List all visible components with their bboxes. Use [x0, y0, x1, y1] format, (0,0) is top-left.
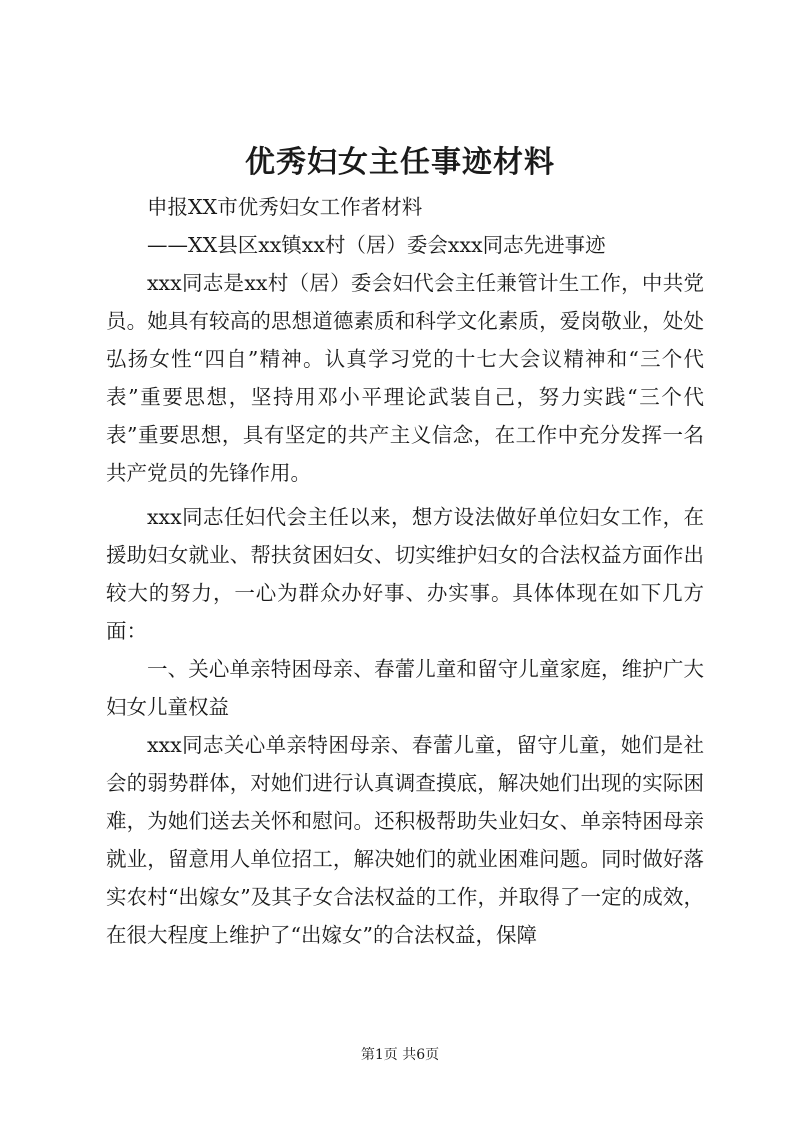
subtitle-application: 申报XX市优秀妇女工作者材料	[147, 195, 423, 219]
document-title: 优秀妇女主任事迹材料	[245, 145, 555, 180]
paragraph-overview: xxx同志任妇代会主任以来，想方设法做好单位妇女工作，在援助妇女就业、帮扶贫困妇女、切实维护妇女的合法权益方面作出较大的努力，一心为群众办好事、办实事。具体体现在如下几方面：	[106, 505, 704, 643]
subtitle-deeds: ——XX县区xx镇xx村（居）委会xxx同志先进事迹	[147, 233, 606, 257]
paragraph-section-1: xxx同志关心单亲特困母亲、春蕾儿童，留守儿童，她们是社会的弱势群体，对她们进行认真调查摸底，解决她们出现的实际困难，为她们送去关怀和慰问。还积极帮助失业妇女、单亲特困母亲就业，留意用人单位招工，解决她们的就业困难问题。同时做好落实农村“出嫁女”及其子女合法权益的工作，并取得了一定的成效，在很大程度上维护了“出嫁女”的合法权益，保障	[106, 733, 704, 947]
document-body	[106, 188, 704, 954]
page-footer: 第1页 共6页	[360, 1047, 440, 1063]
section-heading-1: 一、关心单亲特困母亲、春蕾儿童和留守儿童家庭，维护广大妇女儿童权益	[106, 657, 704, 719]
paragraph-introduction: xxx同志是xx村（居）委会妇代会主任兼管计生工作，中共党员。她具有较高的思想道德素质和科学文化素质，爱岗敬业，处处弘扬女性“四自”精神。认真学习党的十七大会议精神和“三个代表”重要思想，坚持用邓小平理论武装自己，努力实践“三个代表”重要思想，具有坚定的共产主义信念，在工作中充分发挥一名共产党员的先锋作用。	[106, 271, 704, 485]
